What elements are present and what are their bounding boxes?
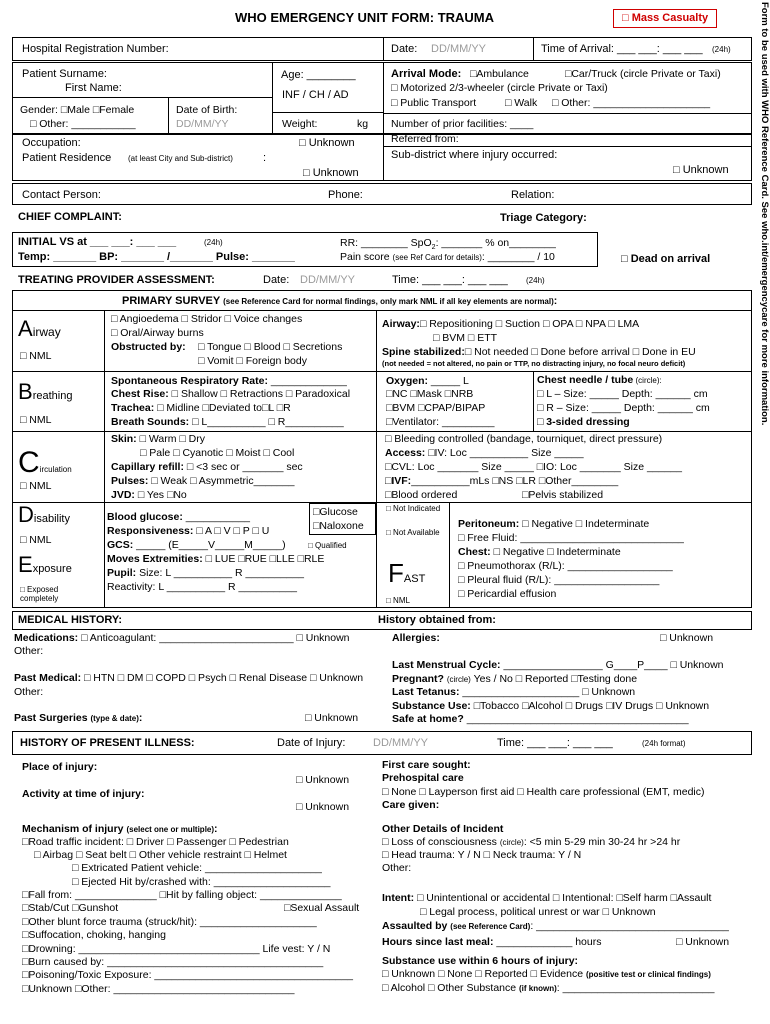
tr-label: Trachea:: [111, 402, 155, 414]
occupation-section: [12, 134, 752, 181]
ps-note: (see Reference Card for normal findings, only mark NML if all key elements are normal): [223, 297, 554, 306]
responsiveness[interactable]: [107, 525, 269, 537]
arrival-car[interactable]: □Car/Truck (circle Private or Taxi): [565, 68, 721, 80]
airway-l2[interactable]: □ Oral/Airway burns: [111, 327, 204, 339]
su2-field: : __________________________: [556, 982, 715, 994]
blood-ordered[interactable]: □Blood ordered: [385, 489, 458, 501]
su2-opts: □ Alcohol □ Other Substance: [382, 982, 517, 994]
hsl-field: _____________ hours: [493, 936, 602, 948]
hours-since-meal[interactable]: [382, 936, 601, 948]
arrival-walk[interactable]: □ Walk: [505, 97, 538, 109]
per-opts: □ Negative □ Indeterminate: [519, 518, 650, 530]
tr-opts: □ Midline □Deviated to□L □R: [154, 402, 291, 414]
bg-label: Blood glucose:: [107, 511, 183, 523]
access-label: Access:: [385, 447, 426, 459]
pm-label: Past Medical:: [14, 672, 82, 684]
bleeding-controlled[interactable]: □ Bleeding controlled (bandage, tourniquet, direct pressure): [385, 433, 663, 445]
ox-label: Oxygen:: [386, 375, 429, 387]
spine-opts: □ Not needed □ Done before arrival □ Done in EU: [464, 346, 696, 358]
intent-2[interactable]: □ Legal process, political unrest or war □ Unknown: [420, 906, 656, 918]
chest-rise[interactable]: [111, 388, 350, 400]
mech-restraint[interactable]: □ Airbag □ Seat belt □ Other vehicle restraint □ Helmet: [34, 849, 287, 861]
temp-bp-pulse[interactable]: Temp: _______ BP: _______ /_______ Pulse: _______: [18, 251, 295, 263]
pupil-label: Pupil:: [107, 567, 137, 579]
date-of-injury-label: Date of Injury:: [277, 737, 346, 749]
fast-heading: [388, 560, 425, 586]
safe-at-home[interactable]: [392, 713, 689, 725]
primary-survey-heading: [122, 295, 557, 308]
mech-drowning[interactable]: □Drowning: _______________________________ Life vest: Y / N: [22, 943, 331, 955]
gcs-label: GCS:: [107, 539, 134, 551]
me-opts: □ LUE □RUE □LLE □RLE: [202, 553, 325, 565]
subdistrict-label: Sub-district where injury occurred:: [391, 149, 558, 161]
c-cap: C: [18, 446, 40, 479]
cr-label: Capillary refill:: [111, 461, 184, 473]
medical-history-label: MEDICAL HISTORY:: [18, 614, 123, 626]
substance-use[interactable]: [392, 700, 709, 712]
colon: :: [214, 823, 218, 835]
rr-label: RR: ________ SpO: [340, 237, 432, 249]
meds-label: Medications:: [14, 632, 79, 644]
tpa-date-field[interactable]: DD/MM/YY: [300, 274, 355, 286]
gender-options[interactable]: Gender: □Male □Female: [20, 104, 135, 116]
colon: :: [138, 712, 143, 724]
occupation-label: Occupation:: [22, 137, 81, 149]
substance-6h-label: Substance use within 6 hours of injury:: [382, 955, 579, 967]
spo2-field: : _______ % on________: [435, 237, 556, 249]
tet-opts: ____________________ □ Unknown: [459, 686, 636, 698]
disability-nml[interactable]: □ NML: [20, 534, 52, 546]
jvd-opts: □ Yes □No: [134, 489, 187, 501]
assaulted-by[interactable]: [382, 920, 729, 932]
access-iv[interactable]: [385, 447, 584, 459]
tpa-label: TREATING PROVIDER ASSESSMENT:: [18, 274, 215, 286]
substance-6h-options[interactable]: [382, 968, 711, 980]
gcs[interactable]: [107, 539, 286, 551]
skin[interactable]: [111, 433, 205, 445]
dead-on-arrival[interactable]: □ Dead on arrival: [621, 253, 711, 265]
subscript: 2: [431, 244, 436, 252]
past-medical-other[interactable]: Other:: [14, 686, 44, 698]
free-fluid[interactable]: □ Free Fluid: ____________________________: [458, 532, 684, 544]
cr-opts: □ <3 sec or _______ sec: [183, 461, 303, 473]
time-format: (24h format): [642, 739, 686, 748]
c-rest: irculation: [39, 465, 72, 474]
ventilator[interactable]: □Ventilator: _________: [386, 416, 495, 428]
chief-complaint-label: CHIEF COMPLAINT:: [18, 211, 122, 223]
intent-label: Intent:: [382, 892, 415, 904]
residence-label: Patient Residence: [22, 152, 112, 164]
access-opts: □IV: Loc __________ Size _____: [425, 447, 584, 459]
time-of-arrival-field[interactable]: Time of Arrival: ___ ___: ___ ___: [541, 43, 703, 55]
reference-card-note: Form to be used with WHO Reference Card. See who.int/emergencycare for more information.: [759, 2, 770, 426]
pulses[interactable]: [111, 475, 295, 487]
pleural-fluid[interactable]: □ Pleural fluid (R/L): __________________: [458, 574, 660, 586]
pelvis-stabilized[interactable]: □Pelvis stabilized: [522, 489, 604, 501]
arrival-public[interactable]: □ Public Transport: [391, 97, 477, 109]
fast-nml[interactable]: □ NML: [386, 596, 410, 605]
airway-bvm-ett[interactable]: □ BVM □ ETT: [433, 332, 498, 344]
patient-surname-label: Patient Surname:: [22, 68, 107, 80]
pulses-label: Pulses:: [111, 475, 149, 487]
spine-note: (not needed = not altered, no pain or TTP, no distracting injury, no focal neuro deficit): [382, 359, 686, 368]
mass-casualty-checkbox[interactable]: □ Mass Casualty: [613, 9, 717, 28]
past-surgeries[interactable]: [14, 712, 142, 724]
prehospital-options[interactable]: □ None □ Layperson first aid □ Health care professional (EMT, medic): [382, 786, 705, 798]
airway-interventions[interactable]: [382, 318, 639, 330]
fast-chest[interactable]: [458, 546, 621, 558]
airway-cap: A: [18, 316, 33, 341]
medications[interactable]: [14, 632, 350, 644]
tpa-time-field[interactable]: Time: ___ ___: ___ ___: [392, 274, 508, 286]
chest-needle: [537, 374, 662, 386]
skin-2[interactable]: □ Pale □ Cyanotic □ Moist □ Cool: [140, 447, 295, 459]
unit-24h: (24h): [526, 276, 545, 285]
pain-hint: (see Ref Card for details): [392, 253, 482, 262]
cap-refill[interactable]: [111, 461, 303, 473]
care-given[interactable]: Care given:: [382, 799, 440, 811]
cr-label: Chest Rise:: [111, 388, 169, 400]
d-rest: isability: [33, 513, 70, 525]
unit-24h: (24h): [712, 45, 731, 54]
e-rest: xposure: [32, 563, 72, 575]
peritoneum[interactable]: [458, 518, 649, 530]
d-cap: D: [18, 502, 34, 527]
injury-time-field[interactable]: Time: ___ ___: ___ ___: [497, 737, 613, 749]
resp-opts: □ A □ V □ P □ U: [193, 525, 270, 537]
skin-label: Skin:: [111, 433, 137, 445]
exposure-heading: [18, 554, 72, 576]
jvd-label: JVD:: [111, 489, 135, 501]
referred-from[interactable]: Referred from:: [391, 133, 459, 145]
pain-field: : ________ / 10: [481, 251, 555, 263]
activity-at-injury[interactable]: Activity at time of injury:: [22, 788, 145, 800]
meds-opts: □ Anticoagulant: _______________________ □ Unknown: [78, 632, 350, 644]
hospital-registration-label: Hospital Registration Number:: [22, 43, 169, 55]
rr-spo2[interactable]: [340, 237, 556, 252]
breathing-heading: [18, 381, 72, 403]
bg-field: ___________: [182, 511, 250, 523]
spine-label: Spine stabilized:: [382, 346, 465, 358]
other-details-other[interactable]: Other:: [382, 862, 412, 874]
form-title: WHO EMERGENCY UNIT FORM: TRAUMA: [235, 10, 495, 25]
ps-hint: (type & date): [90, 714, 139, 723]
colon: :: [263, 152, 267, 164]
airway-rest: irway: [32, 325, 61, 339]
pericardial-effusion[interactable]: □ Pericardial effusion: [458, 588, 557, 600]
cn-label: Chest needle / tube: [537, 374, 634, 386]
mech-stab-gunshot[interactable]: □Stab/Cut □Gunshot: [22, 902, 119, 914]
resp-rate[interactable]: [111, 375, 347, 387]
su2-hint: (if known): [519, 984, 557, 993]
gcs-qualified[interactable]: □ Qualified: [308, 541, 347, 550]
e-cap: E: [18, 552, 33, 577]
age-category[interactable]: INF / CH / AD: [282, 89, 349, 101]
pulses-opts: □ Weak □ Asymmetric_______: [148, 475, 295, 487]
intent-opts: □ Unintentional or accidental □ Intentional: □Self harm □Assault: [414, 892, 712, 904]
medications-other[interactable]: Other:: [14, 645, 44, 657]
preg-opts: Yes / No □ Reported □Testing done: [470, 673, 638, 685]
place-of-injury[interactable]: Place of injury:: [22, 761, 98, 773]
circulation-heading: [18, 448, 72, 478]
b-rest: reathing: [32, 390, 73, 402]
ivf-opts: __________mLs □NS □LR □Other________: [411, 475, 619, 487]
fast-not-available[interactable]: □ Not Available: [386, 528, 440, 537]
dob-field[interactable]: DD/MM/YY: [176, 118, 229, 130]
lmc-label: Last Menstrual Cycle:: [392, 659, 501, 671]
allergies-label: Allergies:: [392, 632, 440, 644]
chest-needle-left[interactable]: □ L – Size: _____ Depth: ______ cm: [537, 388, 708, 400]
mech-blunt-force[interactable]: □Other blunt force trauma (struck/hit): ____________________: [22, 916, 317, 928]
airway-l1[interactable]: □ Angioedema □ Stridor □ Voice changes: [111, 313, 303, 325]
airway-l4[interactable]: □ Vomit □ Foreign body: [198, 355, 307, 367]
su-opts: □ Unknown □ None □ Reported □ Evidence: [382, 968, 584, 980]
sub-opts: □Tobacco □Alcohol □ Drugs □IV Drugs □ Unknown: [470, 700, 710, 712]
pregnant[interactable]: [392, 673, 637, 685]
loc-hint: (circle): [499, 838, 524, 847]
glucose-checkbox[interactable]: □Glucose: [313, 506, 358, 518]
ivf-label: □IVF:: [385, 475, 412, 487]
mech-unknown-other[interactable]: □Unknown □Other: _______________________________: [22, 983, 295, 995]
circulation-nml[interactable]: □ NML: [20, 480, 52, 492]
initial-vs-label[interactable]: INITIAL VS at ___ ___: ___ ___: [18, 236, 177, 248]
chest-needle-right[interactable]: □ R – Size: _____ Depth: ______ cm: [537, 402, 710, 414]
unit-24h: (24h): [204, 238, 223, 247]
jvd[interactable]: [111, 489, 187, 501]
history-obtained-label: History obtained from:: [378, 614, 496, 626]
arrival-ambulance[interactable]: □Ambulance: [470, 68, 529, 80]
gender-other[interactable]: □ Other: ___________: [30, 118, 136, 130]
moi-hint: (select one or multiple): [126, 825, 215, 834]
first-care-sought[interactable]: First care sought:: [382, 759, 471, 771]
tet-label: Last Tetanus:: [392, 686, 460, 698]
first-name-label: First Name:: [65, 82, 122, 94]
mech-extricated[interactable]: □ Extricated Patient vehicle: ____________________: [72, 862, 322, 874]
oxygen-devices-2[interactable]: □BVM □CPAP/BIPAP: [386, 402, 486, 414]
rr-label: Spontaneous Respiratory Rate:: [111, 375, 268, 387]
asb-hint: (see Reference Card): [450, 922, 531, 931]
lmc-opts: _________________ G____P____ □ Unknown: [500, 659, 724, 671]
loc-opts: : <5 min 5-29 min 30-24 hr >24 hr: [523, 836, 681, 848]
pupil-size[interactable]: [107, 567, 304, 579]
mech-suffocation[interactable]: □Suffocation, choking, hanging: [22, 929, 166, 941]
mech-fall[interactable]: □Fall from: ______________ □Hit by falling object: ______________: [22, 889, 342, 901]
pupil-field: Size: L __________ R __________: [136, 567, 304, 579]
ox-field: _____ L: [428, 375, 469, 387]
allergies-unknown[interactable]: □ Unknown: [660, 632, 714, 644]
colon: :: [553, 295, 558, 307]
asb-field: : _________________________________: [530, 920, 729, 932]
bs-label: Breath Sounds:: [111, 416, 190, 428]
oxygen[interactable]: [386, 375, 469, 387]
breath-sounds[interactable]: [111, 416, 344, 428]
spine-stabilized[interactable]: [382, 346, 696, 358]
contact-phone[interactable]: Phone:: [328, 189, 363, 201]
substance-6h-other[interactable]: [382, 982, 714, 994]
arrival-mode-label: Arrival Mode:: [391, 68, 462, 80]
contact-relation[interactable]: Relation:: [511, 189, 555, 201]
past-surgeries-unknown[interactable]: □ Unknown: [305, 712, 359, 724]
ivf[interactable]: [385, 475, 618, 487]
date-label: Date:: [391, 43, 418, 55]
ps-label: PRIMARY SURVEY: [122, 295, 221, 307]
per-label: Peritoneum:: [458, 518, 520, 530]
bs-opts: □ L__________ □ R__________: [189, 416, 344, 428]
airway-l3[interactable]: □ Tongue □ Blood □ Secretions: [198, 341, 343, 353]
f-cap: F: [388, 558, 404, 588]
pneumothorax[interactable]: □ Pneumothorax (R/L): __________________: [458, 560, 673, 572]
occupation-unknown[interactable]: □ Unknown: [299, 137, 355, 149]
arrival-other[interactable]: □ Other: ____________________: [552, 97, 711, 109]
airway-r-label: Airway:: [382, 318, 420, 330]
three-sided-dressing[interactable]: □ 3-sided dressing: [537, 416, 630, 428]
contact-row: [12, 183, 752, 205]
chest-label: Chest:: [458, 546, 491, 558]
date-field[interactable]: DD/MM/YY: [431, 43, 486, 55]
ps-label: Past Surgeries: [14, 712, 88, 724]
past-medical[interactable]: [14, 672, 363, 684]
preg-label: Pregnant?: [392, 673, 444, 685]
date-of-injury-field[interactable]: DD/MM/YY: [373, 737, 428, 749]
head-neck-trauma[interactable]: □ Head trauma: Y / N □ Neck trauma: Y / N: [382, 849, 582, 861]
moves-extremities[interactable]: [107, 553, 324, 565]
pupil-reactivity[interactable]: Reactivity: L __________ R __________: [107, 581, 297, 593]
mech-ejected[interactable]: □ Ejected Hit by/crashed with: ____________________: [72, 876, 331, 888]
residence-unknown[interactable]: □ Unknown: [303, 167, 359, 179]
fast-not-indicated[interactable]: □ Not Indicated: [386, 504, 441, 513]
contact-person[interactable]: Contact Person:: [22, 189, 101, 201]
b-cap: B: [18, 379, 33, 404]
cn-hint: (circle):: [633, 376, 662, 385]
mech-burn[interactable]: □Burn caused by: _____________________________________: [22, 956, 324, 968]
preg-hint: (circle): [446, 675, 471, 684]
loc-label: □ Loss of consciousness: [382, 836, 497, 848]
trachea[interactable]: [111, 402, 291, 414]
safe-label: Safe at home?: [392, 713, 464, 725]
naloxone-checkbox[interactable]: □Naloxone: [313, 520, 364, 532]
su-hint: (positive test or clinical findings): [585, 970, 711, 979]
dob-label: Date of Birth:: [176, 104, 238, 116]
f-rest: AST: [403, 573, 426, 585]
mech-road-traffic[interactable]: □Road traffic incident: □ Driver □ Passenger □ Pedestrian: [22, 836, 289, 848]
access-cvl-io[interactable]: □CVL: Loc _______ Size _____ □IO: Loc _______ Size ______: [385, 461, 682, 473]
exposed-completely[interactable]: □ Exposed completely: [20, 585, 59, 604]
obstructed-label: Obstructed by:: [111, 341, 186, 353]
meal-unknown[interactable]: □ Unknown: [676, 936, 730, 948]
subdistrict-unknown[interactable]: □ Unknown: [673, 164, 729, 176]
skin-opts: □ Warm □ Dry: [136, 433, 205, 445]
residence-hint: (at least City and Sub-district): [128, 154, 233, 163]
hpi-label: HISTORY OF PRESENT ILLNESS:: [20, 737, 195, 749]
other-details-label: Other Details of Incident: [382, 823, 504, 835]
oxygen-devices-1[interactable]: □NC □Mask □NRB: [386, 388, 474, 400]
activity-unknown[interactable]: □ Unknown: [296, 801, 350, 813]
loss-of-consciousness[interactable]: [382, 836, 680, 848]
airway-nml[interactable]: □ NML: [20, 350, 52, 362]
breathing-nml[interactable]: □ NML: [20, 414, 52, 426]
safe-field: ______________________________________: [463, 713, 689, 725]
gcs-field: _____ (E_____V_____M_____): [133, 539, 286, 551]
prehospital-care-label: Prehospital care: [382, 772, 464, 784]
intent[interactable]: [382, 892, 711, 904]
place-unknown[interactable]: □ Unknown: [296, 774, 350, 786]
sub-label: Substance Use:: [392, 700, 471, 712]
blood-glucose[interactable]: [107, 511, 250, 523]
airway-obstructed: [111, 341, 186, 353]
airway-r-opts: □ Repositioning □ Suction □ OPA □ NPA □ LMA: [419, 318, 640, 330]
weight-unit: kg: [357, 118, 369, 130]
tpa-date-label: Date:: [263, 274, 290, 286]
last-menstrual-cycle[interactable]: [392, 659, 724, 671]
age-field[interactable]: Age: ________: [281, 69, 356, 81]
chest-opts: □ Negative □ Indeterminate: [490, 546, 621, 558]
pain-label: Pain score: [340, 251, 390, 263]
cr-opts: □ Shallow □ Retractions □ Paradoxical: [168, 388, 351, 400]
me-label: Moves Extremities:: [107, 553, 203, 565]
mech-sexual-assault[interactable]: □Sexual Assault: [284, 902, 360, 914]
pm-opts: □ HTN □ DM □ COPD □ Psych □ Renal Disease □ Unknown: [81, 672, 364, 684]
resp-label: Responsiveness:: [107, 525, 194, 537]
last-tetanus[interactable]: [392, 686, 635, 698]
triage-label: Triage Category:: [500, 212, 587, 224]
moi-label: Mechanism of injury: [22, 823, 124, 835]
prior-facilities[interactable]: Number of prior facilities: ____: [391, 118, 534, 130]
weight-label: Weight:: [282, 118, 318, 130]
hsl-label: Hours since last meal:: [382, 936, 494, 948]
airway-heading: [18, 318, 61, 340]
mech-poisoning[interactable]: □Poisoning/Toxic Exposure: __________________________________: [22, 969, 353, 981]
asb-label: Assaulted by: [382, 920, 448, 932]
mechanism-heading: [22, 823, 218, 835]
pain-score[interactable]: [340, 251, 555, 263]
arrival-motorized[interactable]: □ Motorized 2/3-wheeler (circle Private or Taxi): [391, 82, 608, 94]
disability-heading: [18, 504, 70, 526]
rr-field: _____________: [267, 375, 347, 387]
